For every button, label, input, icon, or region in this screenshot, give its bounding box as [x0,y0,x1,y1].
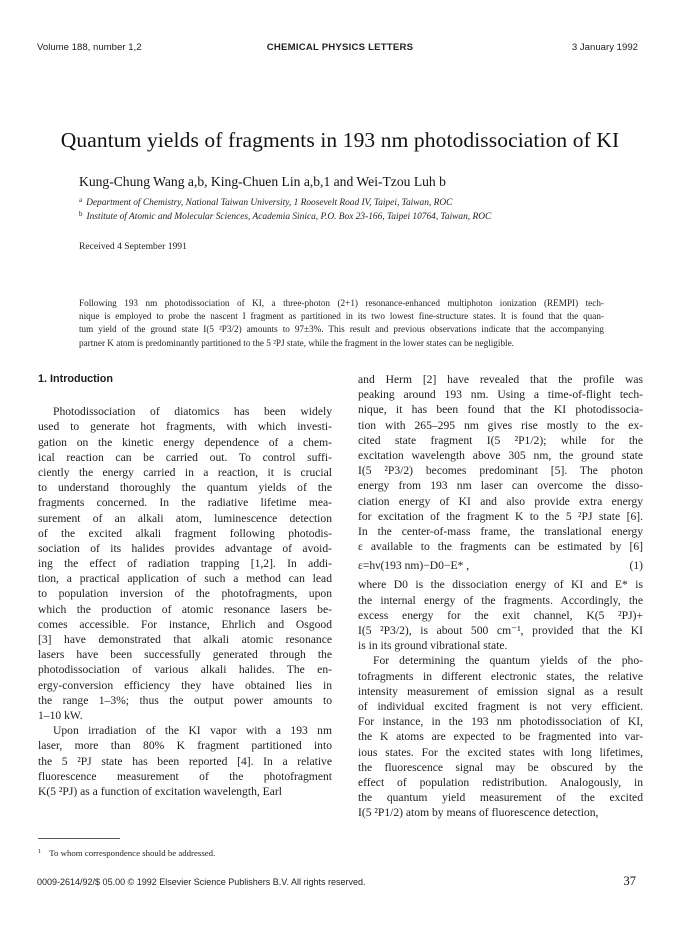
right-column [358,372,643,820]
text-line: nique, it has been found that the KI photodissocia- [358,403,643,417]
text-line: for excitation of the fragment K to the 5 ²PJ state [6]. [358,509,643,523]
page-number: 37 [623,874,636,888]
text-line: photodissociation of various alkali halides. The en- [38,663,332,677]
text-line: ciation energy of KI and also provide extra energy [358,494,643,508]
journal-name: CHEMICAL PHYSICS LETTERS [266,42,414,53]
text-line: excitation wavelength above 305 nm, the ground state [358,448,643,462]
text-line: I(5 ²P1/2) atom by means of fluorescence detection, [358,806,599,820]
left-column-text [38,404,332,799]
footnote-text: To whom correspondence should be addressed. [49,848,216,858]
text-line: to population inversion of the photofragments, upon [38,587,332,601]
text-line: of individual excited fragment is not very efficient. [358,699,643,713]
article-title: Quantum yields of fragments in 193 nm photodissociation of KI [60,128,620,152]
text-line: which the production of atomic resonance lasers be- [38,602,332,616]
received-date: Received 4 September 1991 [79,241,187,252]
abstract-line: partner K atom is predominantly partitioned to the 5 ²PJ state, while the fragment in the lower states can be negligible. [79,337,514,348]
text-line: ious states. For the excited states with long lifetimes, [358,745,643,759]
text-line: I(5 ²P3/2), is about 500 cm⁻¹, provided that the KI [358,624,643,637]
text-line: the internal energy of the fragments. Accordingly, the [358,593,643,607]
abstract-line: tum yield of the ground state I(5 ²P3/2) amounts to 97±3%. This result and previous observations indicate that the accompanying [79,324,604,335]
text-line: 1–10 kW. [38,708,83,722]
text-line: tion with 265–295 nm gives rise mostly to the ex- [358,418,643,432]
text-line: fragments concerned. In the radiative lifetime mea- [38,496,332,510]
text-line: excess energy for the exit channel, K(5 ²PJ)+ [358,608,643,622]
text-line: ing the effect of radiation trapping [1,2]. In addi- [38,557,332,571]
text-line: surement of an alkali atom, luminescence detection [38,511,332,525]
copyright-line: 0009-2614/92/$ 05.00 © 1992 Elsevier Science Publishers B.V. All rights reserved. [37,877,366,887]
text-line: Photodissociation of diatomics has been widely [53,405,332,419]
text-line: the range 1–3%; thus the output power amounts to [38,693,332,707]
section-heading: 1. Introduction [38,373,113,385]
text-line: where D0 is the dissociation energy of KI and E* is [358,578,643,592]
text-line: comes accessible. For instance, Ehrlich and Osgood [38,617,332,631]
abstract [79,297,604,350]
text-line: used to generate hot fragments, with which investi- [38,420,332,434]
footnote [38,848,215,858]
text-line: of the excited alkali fragment following photodis- [38,526,332,540]
text-line: lasers have been successfully generated through the [38,648,332,662]
affiliation-mark: a [79,196,83,204]
author-list: Kung-Chung Wang a,b, King-Chuen Lin a,b,1 and Wei-Tzou Luh b [79,174,446,189]
text-line: ical reaction can be carried out. To control suffi- [38,450,332,464]
affiliation-b [79,210,491,222]
affiliation-text: Department of Chemistry, National Taiwan University, 1 Roosevelt Road IV, Taipei, Taiwan, ROC [86,198,453,208]
text-line: I(5 ²P3/2) becomes predominant [5]. The photon [358,464,643,478]
text-line: tofragments in different electronic states, the relative [358,669,643,683]
text-line: and Herm [2] have revealed that the profile was [358,373,643,386]
text-line: the quantum yield measurement of the excited [358,791,643,805]
text-line: intensity measurement of emission signal as a result [358,684,643,698]
left-column [38,372,332,799]
text-line: For instance, in the 193 nm photodissociation of KI, [358,715,643,729]
equation-1 [358,558,643,573]
text-line: the 5 ²PJ state has been reported [4]. In a relative [38,754,332,768]
text-line: sociation of its halides provides advantage of avoid- [38,541,332,555]
equation-body: ε=hν(193 nm)−D0−E* , [358,559,470,573]
text-line: [3] have demonstrated that alkali atomic resonance [38,633,332,646]
affiliation-a [79,196,452,208]
affiliation-mark: b [79,210,83,218]
text-line: fluorescence measurement of the photofragment [38,769,332,783]
text-line: Upon irradiation of the KI vapor with a 193 nm [53,724,332,738]
text-line: For determining the quantum yields of the pho- [373,654,643,668]
text-line: laser, more than 80% K fragment partitioned into [38,739,332,753]
text-line: to understand thoroughly the quantum yields of the [38,481,332,495]
issue-date: 3 January 1992 [571,42,638,53]
text-line: ε available to the fragments can be estimated by [6] [358,540,643,554]
text-line: is in its ground vibrational state. [358,639,508,653]
volume-number: Volume 188, number 1,2 [37,42,142,53]
text-line: ciently the energy carried in a reaction, it is crucial [38,465,332,479]
text-line: ergy-conversion efficiency they have obtained lies in [38,678,332,692]
abstract-line: nique is employed to probe the nascent I fragment as partitioned in its two lowest fine-structure states. It is found that the quan- [79,311,604,322]
text-line: peaking around 193 nm. Using a time-of-flight tech- [358,388,643,402]
equation-number: (1) [629,559,643,573]
text-line: energy from 193 nm laser can overcome the disso- [358,479,643,493]
abstract-line: Following 193 nm photodissociation of KI, a three-photon (2+1) resonance-enhanced multiphoton ionization (REMPI) tech- [79,298,604,308]
affiliation-text: Institute of Atomic and Molecular Sciences, Academia Sinica, P.O. Box 23-166, Taipei 10764, Taiwan, ROC [86,212,492,222]
text-line: cited state fragment I(5 ²P1/2); while for the [358,433,643,447]
text-line: In the center-of-mass frame, the translational energy [358,524,643,538]
text-line: the fluorescence signal may be obscured by the [358,760,643,774]
text-line: K(5 ²PJ) as a function of excitation wavelength, Earl [38,784,282,798]
text-line: tion, a practical application of such a method can lead [38,572,332,586]
text-line: effect of population redistribution. Analogously, in [358,775,643,789]
text-line: the K atoms are expected to be fragmented into var- [358,730,643,744]
footnote-divider [38,838,120,839]
footnote-mark: 1 [38,848,42,855]
text-line: gation on the kinetic energy dependence of a chem- [38,435,332,449]
